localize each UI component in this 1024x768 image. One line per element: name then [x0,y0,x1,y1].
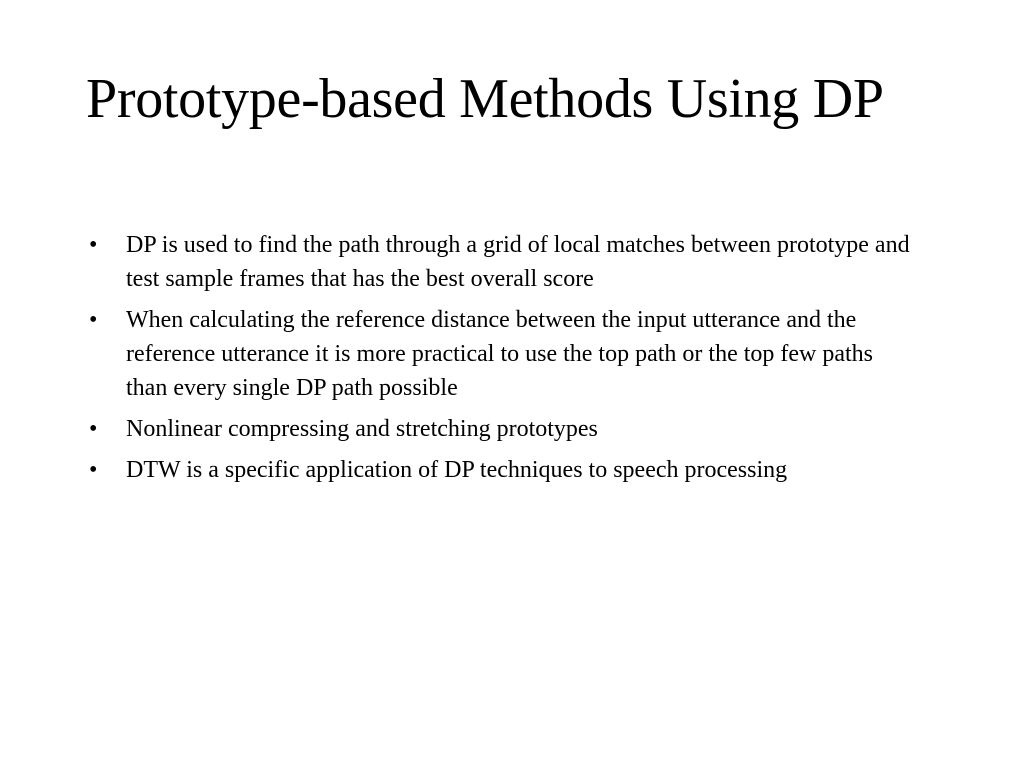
bullet-point-icon: • [89,307,98,333]
bullet-text: DTW is a specific application of DP techniques to speech processing [126,457,788,483]
bullet-point-icon: • [89,232,98,258]
bullet-item [86,453,916,487]
bullet-item [86,412,916,446]
bullet-text: DP is used to find the path through a grid of local matches between prototype and test sample frames that has the best overall score [126,232,910,292]
bullet-item [86,303,916,405]
bullet-list [86,228,916,494]
bullet-point-icon: • [89,416,98,442]
bullet-text: Nonlinear compressing and stretching prototypes [126,416,598,442]
slide-title: Prototype-based Methods Using DP [86,68,884,130]
bullet-point-icon: • [89,457,98,483]
bullet-item [86,228,916,296]
bullet-text: When calculating the reference distance between the input utterance and the reference utterance it is more practical to use the top path or the top few paths than every single DP path possible [126,307,874,401]
